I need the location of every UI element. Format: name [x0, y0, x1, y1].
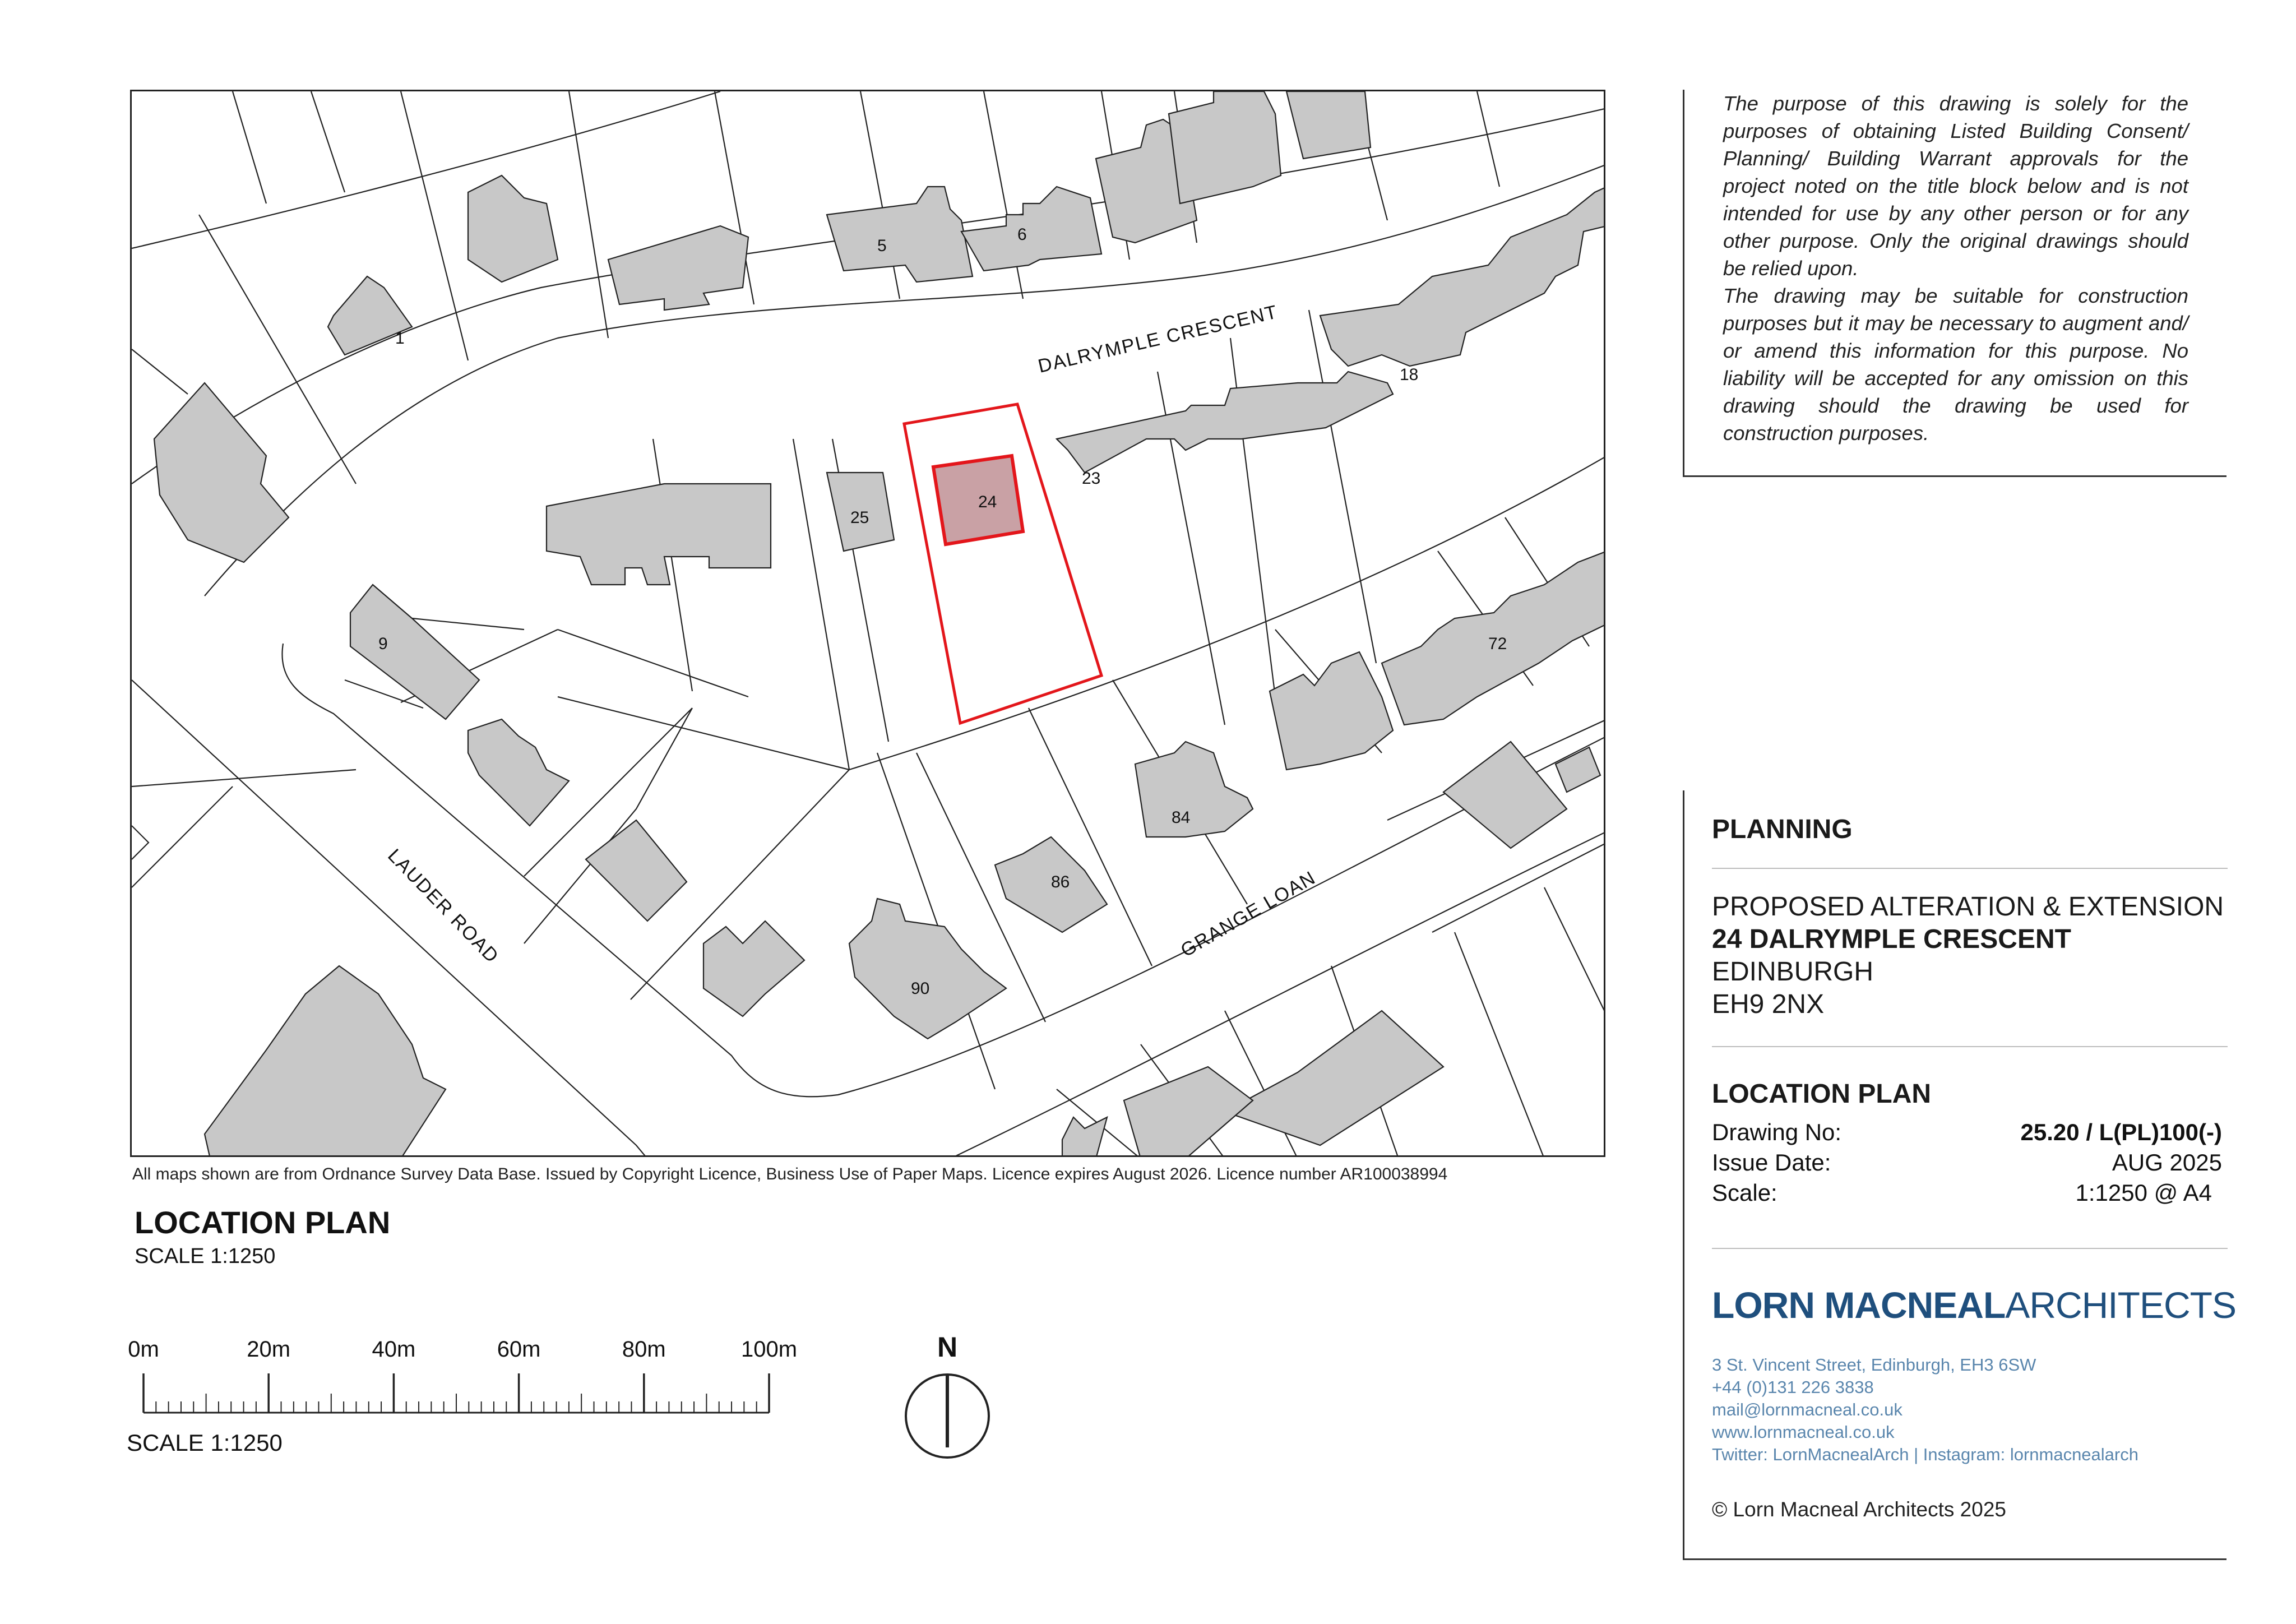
- firm-logo: [1712, 1284, 2236, 1326]
- label-lauder-road: LAUDER ROAD: [383, 845, 503, 968]
- building-lauder-4: [703, 921, 804, 1016]
- label-house-84: 84: [1172, 808, 1191, 827]
- building-row-19: [1320, 187, 1605, 366]
- drawing-number-row: [1712, 1119, 2222, 1146]
- label-house-23: 23: [1082, 469, 1101, 488]
- building-behind-1: [468, 175, 558, 282]
- label-house-90: 90: [911, 979, 930, 998]
- scale-row: [1712, 1179, 2222, 1206]
- building-row-1: [608, 226, 748, 310]
- building-left-1: [154, 383, 289, 562]
- building-grange-1: [1270, 652, 1393, 770]
- label-house-18: 18: [1400, 365, 1419, 384]
- issue-date-row: [1712, 1149, 2222, 1176]
- location-map[interactable]: [130, 90, 1605, 1157]
- copyright-notice: © Lorn Macneal Architects 2025: [1712, 1498, 2006, 1521]
- firm-email[interactable]: mail@lornmacneal.co.uk: [1712, 1400, 1902, 1419]
- firm-website[interactable]: www.lornmacneal.co.uk: [1712, 1422, 1895, 1442]
- building-84: [1135, 742, 1253, 837]
- divider-3: [1712, 1248, 2228, 1249]
- project-line-4: EH9 2NX: [1712, 989, 1825, 1019]
- disclaimer-divider: [1683, 90, 1684, 476]
- label-house-24: 24: [978, 493, 997, 511]
- building-90: [849, 899, 1006, 1039]
- scale-label-0: 0m: [128, 1337, 159, 1362]
- map-credit: All maps shown are from Ordnance Survey Data Base. Issued by Copyright Licence, Business Use of Paper Maps. Licence expires August 2026. Licence number AR100038994: [132, 1165, 1448, 1183]
- label-house-1: 1: [395, 329, 405, 348]
- location-plan-scale: SCALE 1:1250: [135, 1244, 276, 1268]
- disclaimer-paragraph-2: The drawing may be suitable for construction purposes but it may be necessary to augment and/ or amend this information for this purpose. No liability will be accepted for any omission on this drawing should the drawing be used for construction purposes.: [1723, 284, 2188, 445]
- stage-label: PLANNING: [1712, 815, 1853, 844]
- location-plan-title: LOCATION PLAN: [135, 1205, 391, 1240]
- scale-value: 1:1250 @ A4: [2075, 1179, 2212, 1206]
- firm-social[interactable]: Twitter: LornMacnealArch | Instagram: lornmacnealarch: [1712, 1445, 2138, 1464]
- titleblock-underline: [1683, 1558, 2226, 1560]
- project-line-1: PROPOSED ALTERATION & EXTENSION: [1712, 892, 2224, 922]
- firm-address: 3 St. Vincent Street, Edinburgh, EH3 6SW: [1712, 1355, 2036, 1375]
- titleblock-divider: [1683, 790, 1684, 1558]
- project-line-3: EDINBURGH: [1712, 957, 1874, 987]
- disclaimer-underline: [1683, 475, 2226, 477]
- scale-label-4: 80m: [622, 1337, 666, 1362]
- scale-bar: [123, 1329, 818, 1424]
- building-corner: [205, 966, 446, 1157]
- building-south-3: [1062, 1117, 1107, 1157]
- divider-2: [1712, 1046, 2228, 1047]
- building-9top: [1286, 91, 1371, 159]
- project-line-2: 24 DALRYMPLE CRESCENT: [1712, 924, 2071, 954]
- building-lauder-3: [586, 820, 687, 921]
- label-house-86: 86: [1051, 873, 1070, 891]
- label-grange-loan: GRANGE LOAN: [1177, 867, 1320, 961]
- map-canvas: [132, 91, 1605, 1157]
- disclaimer-paragraph-1: The purpose of this drawing is solely for the purposes of obtaining Listed Building Consent/ Planning/ Building Warrant approvals for the project noted on the title block below and is not intended for use by any other person or for any other purpose. Only the original drawings should be relied upon.: [1723, 92, 2188, 280]
- label-house-72: 72: [1488, 635, 1507, 653]
- drawing-number-label: Drawing No:: [1712, 1119, 1842, 1145]
- north-arrow: [897, 1329, 998, 1463]
- scale-bar-caption: SCALE 1:1250: [127, 1429, 283, 1456]
- building-grange-small: [1556, 747, 1600, 792]
- firm-contact: [1712, 1354, 2138, 1466]
- scale-label: Scale:: [1712, 1179, 1777, 1206]
- issue-date-label: Issue Date:: [1712, 1149, 1831, 1176]
- building-9: [350, 585, 479, 719]
- divider-1: [1712, 868, 2228, 869]
- building-8: [1169, 91, 1281, 203]
- drawing-number-value: 25.20 / L(PL)100(-): [2020, 1119, 2222, 1145]
- building-lauder-2: [468, 719, 569, 826]
- label-house-9: 9: [378, 635, 388, 653]
- building-south-2: [1124, 1067, 1253, 1157]
- firm-name-bold: LORN MACNEAL: [1712, 1284, 2006, 1326]
- building-6: [961, 187, 1101, 271]
- building-5: [827, 187, 973, 282]
- scale-label-2: 40m: [372, 1337, 416, 1362]
- building-lauder-row: [547, 484, 771, 585]
- building-row-23: [1057, 372, 1393, 473]
- firm-phone: +44 (0)131 226 3838: [1712, 1377, 1874, 1397]
- scale-label-3: 60m: [497, 1337, 541, 1362]
- firm-name-light: ARCHITECTS: [2005, 1284, 2236, 1326]
- label-dalrymple-crescent: DALRYMPLE CRESCENT: [1036, 301, 1280, 377]
- label-house-5: 5: [877, 237, 887, 255]
- building-grange-far: [1443, 742, 1567, 848]
- disclaimer-text: [1723, 90, 2188, 447]
- issue-date-value: AUG 2025: [2112, 1149, 2222, 1176]
- drawing-title: LOCATION PLAN: [1712, 1079, 1932, 1109]
- scale-label-5: 100m: [740, 1337, 798, 1362]
- north-label: N: [937, 1331, 958, 1363]
- label-house-6: 6: [1017, 225, 1027, 244]
- label-house-25: 25: [850, 508, 869, 527]
- scale-label-1: 20m: [247, 1337, 291, 1362]
